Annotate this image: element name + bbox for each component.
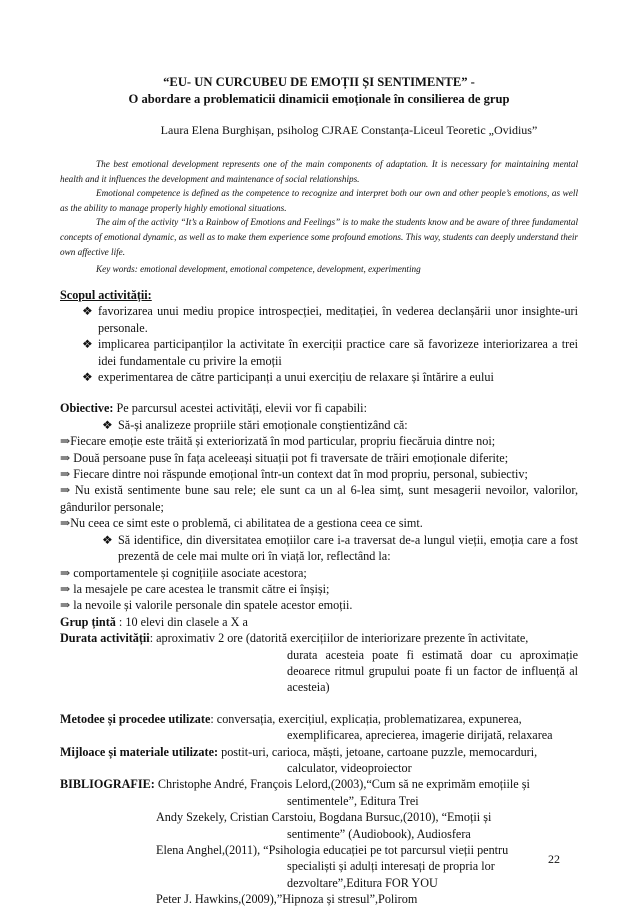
abstract-paragraph-3: The aim of the activity “It’s a Rainbow of Emotions and Feelings” is to make the students know and be aware of three fundamental concepts of emotional dynamic, as well as to make them experience some profound emotions. This way, students can deeply understand their own affective life. — [60, 217, 578, 257]
obiective-point-2: ⇒ Două persoane puse în fața aceleeași situații pot fi traversate de trăiri emoționale diferite; — [60, 450, 509, 465]
page-number: 22 — [548, 852, 560, 866]
keywords-text: : emotional development, emotional competence, development, experimenting — [134, 264, 421, 274]
diamond-bullet-icon: ❖ — [102, 532, 113, 547]
bib-item-2-line-2: specialiști și adulți interesați de propria lor — [287, 859, 495, 874]
arrow-icon: ⇒ — [60, 516, 71, 531]
arrow-icon: ⇒ — [60, 450, 71, 465]
document-title — [0, 74, 638, 108]
arrow-icon: ⇒ — [60, 581, 71, 596]
obiective-point-7: ⇒ la mesajele pe care acestea le transmit către ei înșiși; — [60, 581, 330, 596]
title-line-2: O abordare a problematicii dinamicii emoționale în consilierea de grup — [128, 92, 510, 106]
scop-heading: Scopul activității: — [60, 288, 152, 302]
mijloace-line-2: calculator, videoproiector — [287, 760, 412, 775]
obiective-point-4: ⇒ Nu există sentimente bune sau rele; ele sunt ca un al 6-lea simț, sunt mesagerii nevoilor, valorilor, gândurilor personale; — [60, 483, 578, 514]
durata-line-2: durata acesteia poate fi estimată doar cu aproximație deoarece ritmul grupului poate fi un factor de influență al acesteia) — [287, 647, 578, 695]
diamond-bullet-icon: ❖ — [82, 337, 93, 352]
obiective-point-3: ⇒ Fiecare dintre noi răspunde emoțional într-un context dat în mod propriu, personal, subiectiv; — [60, 467, 528, 482]
keywords-label: Key words — [96, 264, 135, 274]
bib-item-1-line-2: sentimente” (Audiobook), Audiosfera — [287, 826, 471, 841]
author-line: Laura Elena Burghișan, psiholog CJRAE Constanța-Liceul Teoretic „Ovidius” — [160, 123, 538, 137]
obiective-point-6: ⇒ comportamentele și cognițiile asociate acestora; — [60, 565, 307, 580]
obiective-point-1: ⇒Fiecare emoție este trăită și exteriorizată în mod particular, propriu fiecăruia dintre noi; — [60, 434, 496, 449]
scop-item-2: ❖ implicarea participanților la activitate în exerciții practice care să favorizeze interiorizarea a trei idei fundamentale cu privire la emoții — [82, 337, 578, 368]
obiective-sub-1: ❖ Să-și analizeze propriile stări emoționale conștientizând că: — [102, 417, 408, 432]
scop-item-3: ❖ experimentarea de către participanți a unui exercițiu de relaxare și întărire a eului — [82, 370, 494, 385]
obiective-point-5: ⇒Nu ceea ce simt este o problemă, ci abilitatea de a gestiona ceea ce simt. — [60, 516, 423, 531]
abstract — [60, 157, 578, 259]
metode-line-1: Metodee și procedee utilizate: conversația, exercițiul, explicația, problematizarea, expunerea, — [60, 711, 522, 726]
title-line-1: “EU- UN CURCUBEU DE EMOȚII ȘI SENTIMENTE” - — [163, 75, 475, 89]
arrow-icon: ⇒ — [60, 434, 71, 449]
obiective-point-8: ⇒ la nevoile și valorile personale din spatele acestor emoții. — [60, 598, 353, 613]
obiective-sub-2: ❖ Să identifice, din diversitatea emoțiilor care i-a traversat de-a lungul vieții, emoția care a fost prezentă de cele mai multe ori în viață lor, reflectând la: — [102, 532, 578, 564]
mijloace-line-1: Mijloace și materiale utilizate: postit-uri, carioca, măști, jetoane, cartoane puzzle, memocarduri, — [60, 744, 538, 759]
durata-line-1: Durata activității: aproximativ 2 ore (datorită exercițiilor de interiorizare prezente în activitate, — [60, 631, 529, 646]
bib-first-line-2: sentimentele”, Editura Trei — [287, 793, 419, 808]
arrow-icon: ⇒ — [60, 598, 71, 613]
document-body — [60, 287, 578, 908]
keywords — [96, 261, 421, 277]
bib-item-3-line-1: Peter J. Hawkins,(2009),”Hipnoza și stresul”,Polirom — [156, 892, 418, 907]
obiective-intro: Obiective: Pe parcursul acestei activități, elevii vor fi capabili: — [60, 401, 367, 416]
arrow-icon: ⇒ — [60, 565, 71, 580]
bib-item-1-line-1: Andy Szekely, Cristian Carstoiu, Bogdana Bursuc,(2010), “Emoții și — [156, 810, 492, 825]
diamond-bullet-icon: ❖ — [82, 304, 93, 319]
grup-tinta: Grup țintă : 10 elevi din clasele a X a — [60, 614, 248, 629]
bib-item-2-line-3: dezvoltare”,Editura FOR YOU — [287, 875, 438, 890]
metode-line-2: exemplificarea, aprecierea, imagerie dirijată, relaxarea — [287, 728, 553, 743]
arrow-icon: ⇒ — [60, 483, 71, 498]
arrow-icon: ⇒ — [60, 467, 71, 482]
bib-item-2-line-1: Elena Anghel,(2011), “Psihologia educației pe tot parcursul vieții pentru — [156, 843, 509, 857]
abstract-paragraph-2: Emotional competence is defined as the competence to recognize and interpret both our own and other people’s emotions, as well as the ability to manage properly highly emotional situations. — [60, 188, 578, 213]
bib-first-line-1: BIBLIOGRAFIE: Christophe André, François Lelord,(2003),“Cum să ne exprimăm emoțiile și — [60, 777, 530, 792]
abstract-paragraph-1: The best emotional development represents one of the main components of adaptation. It is necessary for maintaining mental health and it influences the development and maintenance of social relationships. — [60, 159, 578, 184]
diamond-bullet-icon: ❖ — [82, 370, 93, 385]
scop-item-1: ❖ favorizarea unui mediu propice introspecției, meditației, în vederea declanșării unor insighte-uri personale. — [82, 304, 578, 335]
diamond-bullet-icon: ❖ — [102, 417, 113, 432]
